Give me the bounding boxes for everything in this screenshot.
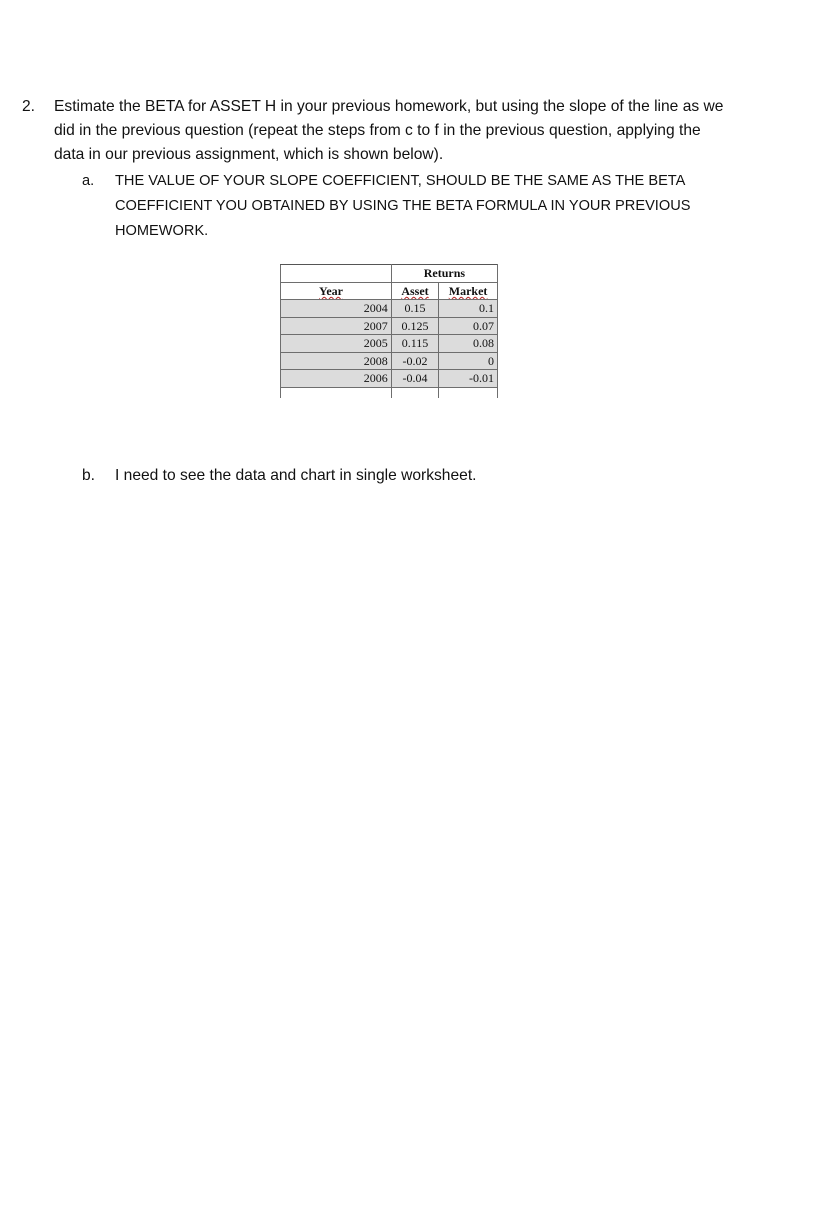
table-empty-cell bbox=[281, 387, 392, 398]
sub-item-a-line-1: THE VALUE OF YOUR SLOPE COEFFICIENT, SHOULD BE THE SAME AS THE BETA bbox=[115, 173, 686, 189]
sub-item-a-line-2: COEFFICIENT YOU OBTAINED BY USING THE BETA FORMULA IN YOUR PREVIOUS bbox=[115, 198, 691, 214]
sub-item-b-marker: b. bbox=[82, 467, 96, 484]
question-line-1: Estimate the BETA for ASSET H in your previous homework, but using the slope of the line as we bbox=[54, 98, 724, 115]
sub-item-b bbox=[82, 464, 742, 488]
returns-table-image bbox=[280, 264, 498, 412]
returns-header: Returns bbox=[391, 265, 497, 283]
table-empty-cell bbox=[391, 387, 438, 398]
table-group-header-row bbox=[281, 265, 498, 283]
sub-item-a-line-3: HOMEWORK. bbox=[115, 223, 209, 239]
table-row bbox=[281, 335, 498, 353]
table-row bbox=[281, 300, 498, 318]
asset-header bbox=[391, 282, 438, 300]
table-empty-row bbox=[281, 387, 498, 398]
table-row bbox=[281, 352, 498, 370]
market-cell: 0.08 bbox=[439, 335, 498, 353]
sub-item-a-text bbox=[115, 169, 742, 244]
table-header-row bbox=[281, 282, 498, 300]
question-2 bbox=[22, 95, 802, 167]
question-text bbox=[54, 95, 802, 167]
market-cell: 0.1 bbox=[439, 300, 498, 318]
question-line-2: did in the previous question (repeat the steps from c to f in the previous question, applying the bbox=[54, 122, 701, 139]
market-cell: 0.07 bbox=[439, 317, 498, 335]
year-header-label: Year bbox=[319, 283, 343, 298]
market-header bbox=[439, 282, 498, 300]
sub-item-a bbox=[82, 169, 742, 244]
year-cell: 2004 bbox=[281, 300, 392, 318]
asset-cell: -0.02 bbox=[391, 352, 438, 370]
table-row bbox=[281, 370, 498, 388]
asset-cell: 0.15 bbox=[391, 300, 438, 318]
year-cell: 2006 bbox=[281, 370, 392, 388]
market-cell: -0.01 bbox=[439, 370, 498, 388]
returns-table bbox=[280, 264, 498, 398]
sub-item-b-text: I need to see the data and chart in single worksheet. bbox=[115, 467, 477, 484]
asset-cell: 0.125 bbox=[391, 317, 438, 335]
asset-header-label: Asset bbox=[401, 283, 429, 298]
asset-cell: 0.115 bbox=[391, 335, 438, 353]
question-row bbox=[22, 95, 802, 167]
sub-item-a-marker: a. bbox=[82, 173, 95, 189]
question-number: 2. bbox=[22, 98, 36, 115]
asset-cell: -0.04 bbox=[391, 370, 438, 388]
year-cell: 2005 bbox=[281, 335, 392, 353]
question-line-3: data in our previous assignment, which is shown below). bbox=[54, 146, 444, 163]
year-cell: 2007 bbox=[281, 317, 392, 335]
table-row bbox=[281, 317, 498, 335]
table-empty-cell bbox=[439, 387, 498, 398]
market-header-label: Market bbox=[448, 283, 488, 298]
market-cell: 0 bbox=[439, 352, 498, 370]
year-cell: 2008 bbox=[281, 352, 392, 370]
year-header bbox=[281, 282, 392, 300]
table-empty-cell bbox=[281, 265, 392, 283]
